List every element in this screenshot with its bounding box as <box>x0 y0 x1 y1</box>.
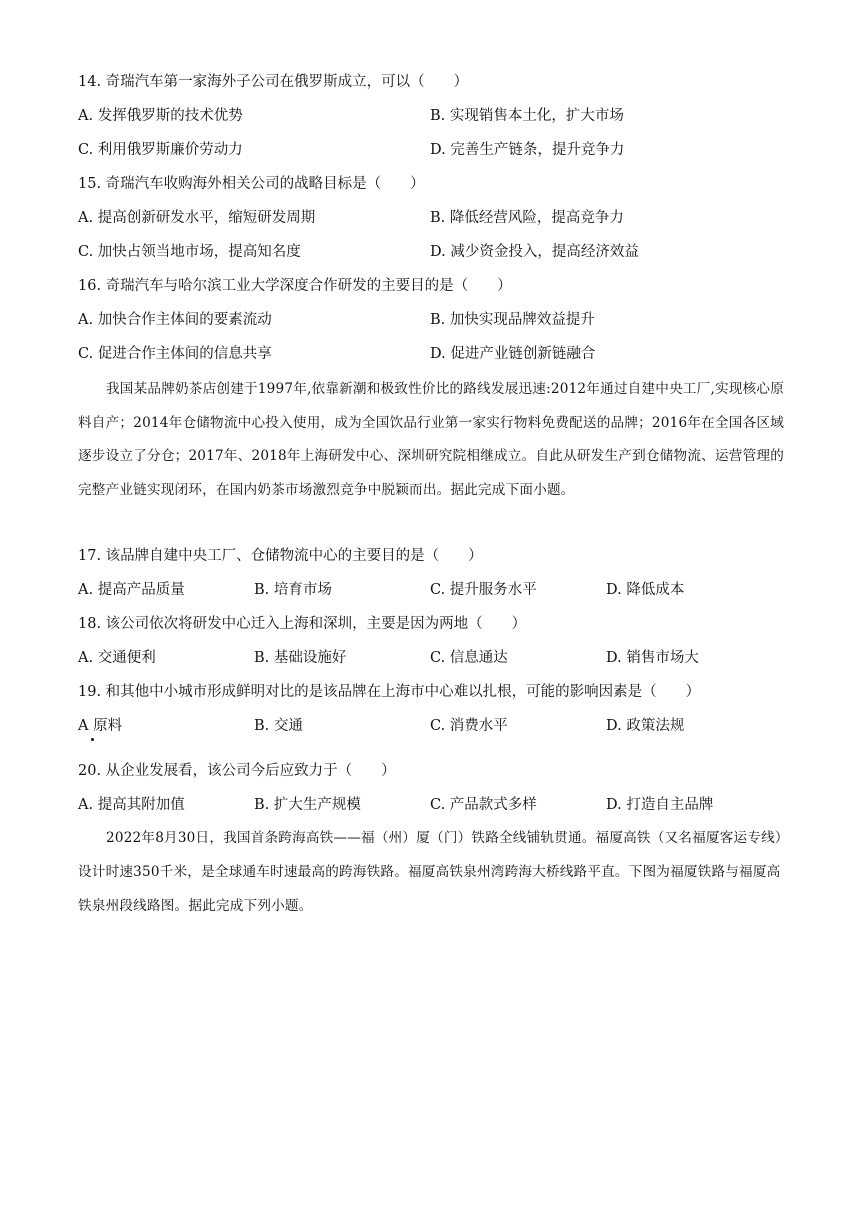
question-20-option-d: D. 打造自主品牌 <box>606 797 714 813</box>
question-20-option-c: C. 产品款式多样 <box>430 797 537 813</box>
question-14-option-a: A. 发挥俄罗斯的技术优势 <box>78 108 243 124</box>
stray-dot-mark <box>91 738 94 741</box>
question-16-option-b: B. 加快实现品牌效益提升 <box>430 312 595 328</box>
question-19-option-a: A 原料 <box>78 718 123 734</box>
question-17-option-a: A. 提高产品质量 <box>78 582 185 598</box>
question-19-option-d: D. 政策法规 <box>606 718 685 734</box>
question-14-stem: 14. 奇瑞汽车第一家海外子公司在俄罗斯成立，可以（ ） <box>78 74 469 90</box>
question-18-option-d: D. 销售市场大 <box>606 650 699 666</box>
reading-passage-milk-tea <box>78 373 784 507</box>
question-19-option-c: C. 消费水平 <box>430 718 508 734</box>
question-18-stem: 18. 该公司依次将研发中心迁入上海和深圳，主要是因为两地（ ） <box>78 616 527 632</box>
question-15-option-a: A. 提高创新研发水平，缩短研发周期 <box>78 210 316 226</box>
question-18-option-c: C. 信息通达 <box>430 650 508 666</box>
question-20-stem: 20. 从企业发展看，该公司今后应致力于（ ） <box>78 763 396 779</box>
question-17-option-c: C. 提升服务水平 <box>430 582 537 598</box>
question-15-option-c: C. 加快占领当地市场，提高知名度 <box>78 244 301 260</box>
question-20-option-a: A. 提高其附加值 <box>78 797 185 813</box>
question-16-option-d: D. 促进产业链创新链融合 <box>430 346 596 362</box>
question-14-option-c: C. 利用俄罗斯廉价劳动力 <box>78 142 243 158</box>
passage-1-text: 我国某品牌奶茶店创建于1997年,依靠新潮和极致性价比的路线发展迅速:2012年通过自建中央工厂,实现核心原料自产；2014年仓储物流中心投入使用，成为全国饮品行业第一家实行物料免费配送的品牌；2016年在全国各区域逐步设立了分仓；2017年、2018年上海研发中心、深圳研究院相继成立。自此从研发生产到仓储物流、运营管理的完整产业链实现闭环，在国内奶茶市场激烈竞争中脱颖而出。据此完成下面小题。 <box>78 381 784 498</box>
question-18-option-b: B. 基础设施好 <box>254 650 347 666</box>
question-17-stem: 17. 该品牌自建中央工厂、仓储物流中心的主要目的是（ ） <box>78 548 483 564</box>
question-15-stem: 15. 奇瑞汽车收购海外相关公司的战略目标是（ ） <box>78 176 425 192</box>
question-17-option-d: D. 降低成本 <box>606 582 685 598</box>
passage-2-text: 2022年8月30日，我国首条跨海高铁——福（州）厦（门）铁路全线铺轨贯通。福厦高铁（又名福厦客运专线）设计时速350千米，是全球通车时速最高的跨海铁路。福厦高铁泉州湾跨海大桥线路平直。下图为福厦铁路与福厦高铁泉州段线路图。据此完成下列小题。 <box>78 830 782 914</box>
question-16-option-a: A. 加快合作主体间的要素流动 <box>78 312 272 328</box>
question-14-option-b: B. 实现销售本土化，扩大市场 <box>430 108 624 124</box>
reading-passage-railway <box>78 821 784 923</box>
question-19-stem: 19. 和其他中小城市形成鲜明对比的是该品牌在上海市中心难以扎根，可能的影响因素是（ ） <box>78 684 701 700</box>
question-20-option-b: B. 扩大生产规模 <box>254 797 361 813</box>
question-15-option-b: B. 降低经营风险，提高竞争力 <box>430 210 624 226</box>
question-14-option-d: D. 完善生产链条，提升竞争力 <box>430 142 625 158</box>
question-15-option-d: D. 减少资金投入，提高经济效益 <box>430 244 639 260</box>
question-16-stem: 16. 奇瑞汽车与哈尔滨工业大学深度合作研发的主要目的是（ ） <box>78 278 512 294</box>
question-18-option-a: A. 交通便利 <box>78 650 156 666</box>
question-16-option-c: C. 促进合作主体间的信息共享 <box>78 346 272 362</box>
question-19-option-b: B. 交通 <box>254 718 303 734</box>
question-17-option-b: B. 培育市场 <box>254 582 332 598</box>
